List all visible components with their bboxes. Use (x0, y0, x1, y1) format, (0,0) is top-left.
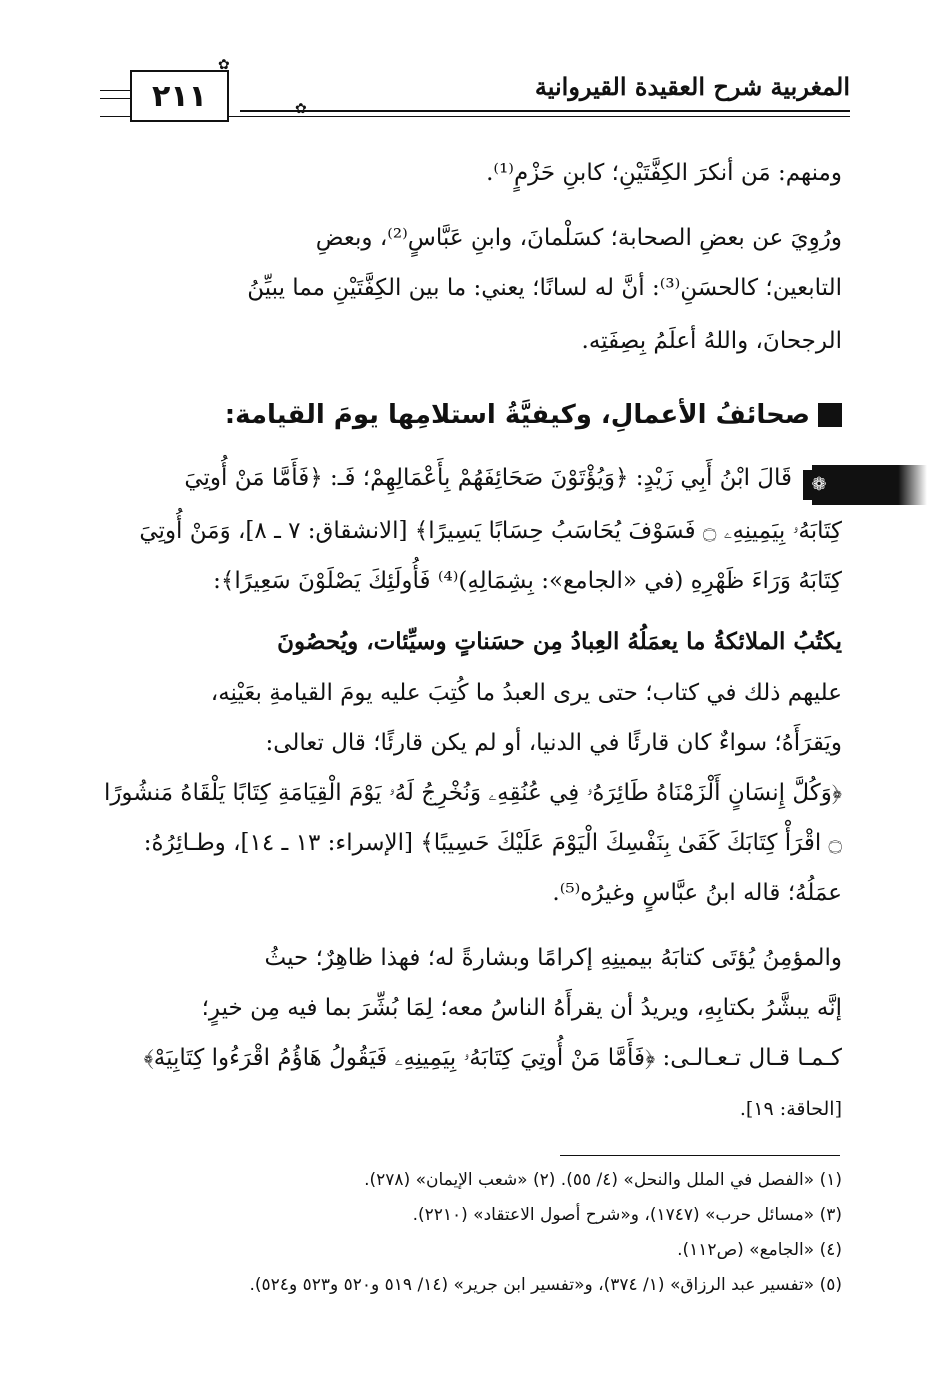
text-line: التابعين؛ كالحسَنِ⁽³⁾: أنَّ له لسانًا؛ يعني: ما بين الكِفَّتَيْنِ مما يبيِّنُ (247, 275, 842, 301)
ornament-icon: ✿ (295, 101, 307, 117)
header-rule (240, 110, 850, 112)
text-line: عمَلُهُ؛ قاله ابنُ عبَّاسٍ وغيرُه⁽⁵⁾. (552, 880, 842, 906)
quran-line: ۝ اقْرَأْ كِتَابَكَ كَفَىٰ بِنَفْسِكَ الْيَوْمَ عَلَيْكَ حَسِيبًا﴾ [الإسراء: ١٣ ـ ١٤]، وطـائِرُهُ: (143, 830, 842, 856)
text-line: عليهم ذلك في كتاب؛ حتى يرى العبدُ ما كُتِبَ عليه يومَ القيامةِ بعَيْنِه، (210, 680, 842, 706)
text-line: والمؤمِنُ يُؤتَى كتابَهُ بيمينِهِ إكرامًا وبشارةً له؛ فهذا ظاهِرٌ؛ حيثُ (264, 945, 842, 971)
quran-line: كـمـا قـال تـعـالـى: ﴿فَأَمَّا مَنْ أُوتِيَ كِتَابَهُۥ بِيَمِينِهِۦ فَيَقُولُ هَاؤُمُ اقْرَءُوا كِتَابِيَهْ﴾ (143, 1045, 842, 1071)
text-line: [الحاقة: ١٩]. (739, 1098, 842, 1120)
text-line: ورُوِيَ عن بعضِ الصحابة؛ كسَلْمانَ، وابنِ عَبَّاسٍ⁽²⁾، وبعضِ (315, 225, 842, 251)
text-line: الرجحانَ، واللهُ أعلَمُ بِصِفَتِه. (581, 328, 842, 354)
footnote: (٥) «تفسير عبد الرزاق» (١/ ٣٧٤)، و«تفسير ابن جرير» (١٤/ ٥١٩ و٥٢٠ و٥٢٣ و٥٢٤). (249, 1275, 842, 1295)
page-header (100, 57, 850, 132)
running-title: المغربية شرح العقيدة القيروانية (534, 72, 850, 101)
section-heading (225, 400, 842, 430)
section-heading-text: صحائفُ الأعمالِ، وكيفيَّةُ استلامِها يومَ القيامة: (224, 400, 810, 430)
text-line: كِتَابَهُۥ بِيَمِينِهِۦ ۝ فَسَوْفَ يُحَاسَبُ حِسَابًا يَسِيرًا﴾ [الانشقاق: ٧ ـ ٨]، وَمَنْ أُوتِيَ (139, 518, 842, 544)
text-line: ومنهم: مَن أنكرَ الكِفَّتَيْنِ؛ كابنِ حَزْمٍ⁽¹⁾. (486, 160, 842, 186)
footnote: (١) «الفصل في الملل والنحل» (٤/ ٥٥). (٢) «شعب الإيمان» (٢٧٨). (364, 1170, 842, 1190)
header-rule-left (100, 90, 130, 91)
text-line: ويَقرَأَهُ؛ سواءٌ كان قارئًا في الدنيا، أو لم يكن قارئًا؛ قال تعالى: (265, 730, 842, 756)
quran-line: ﴿وَكُلَّ إِنسَانٍ أَلْزَمْنَاهُ طَائِرَهُۥ فِي عُنُقِهِۦ وَنُخْرِجُ لَهُۥ يَوْمَ الْقِيَامَةِ كِتَابًا يَلْقَاهُ مَنشُورًا (103, 780, 842, 806)
header-rule-left-2 (100, 98, 130, 99)
footnote-divider (560, 1155, 840, 1156)
page-number: ٢١١ (130, 70, 229, 122)
ornament-icon: ✿ (218, 57, 230, 73)
heading-ornament-icon (818, 403, 842, 427)
matn-marker-icon: ❁ (803, 470, 835, 500)
footnote: (٤) «الجامع» (ص١١٢). (677, 1240, 842, 1260)
text-line: كِتَابَهُ وَرَاءَ ظَهْرِهِ (في «الجامع»: بِشِمَالِهِ)⁽⁴⁾ فَأُولَئِكَ يَصْلَوْنَ سَعِيرًا﴾: (213, 568, 842, 594)
text-line: إنَّه يبشَّرُ بكتابِهِ، ويريدُ أن يقرأَهُ الناسُ معه؛ لِمَا بُشِّرَ بما فيه مِن خيرٍ؛ (201, 995, 842, 1021)
text-line: يكتُبُ الملائكةُ ما يعمَلُهُ العِبادُ مِن حسَناتٍ وسيِّئات، ويُحصُونَ (277, 628, 842, 655)
text-line: قَالَ ابْنُ أَبِي زَيْدٍ: ﴿وَيُؤْتَوْنَ صَحَائِفَهُمْ بِأَعْمَالِهِمْ؛ فَـ: ﴿فَأَمَّا مَنْ أُوتِيَ (184, 465, 792, 491)
footnote: (٣) «مسائل حرب» (١٧٤٧)، و«شرح أصول الاعتقاد» (٢٢١٠). (412, 1205, 842, 1225)
